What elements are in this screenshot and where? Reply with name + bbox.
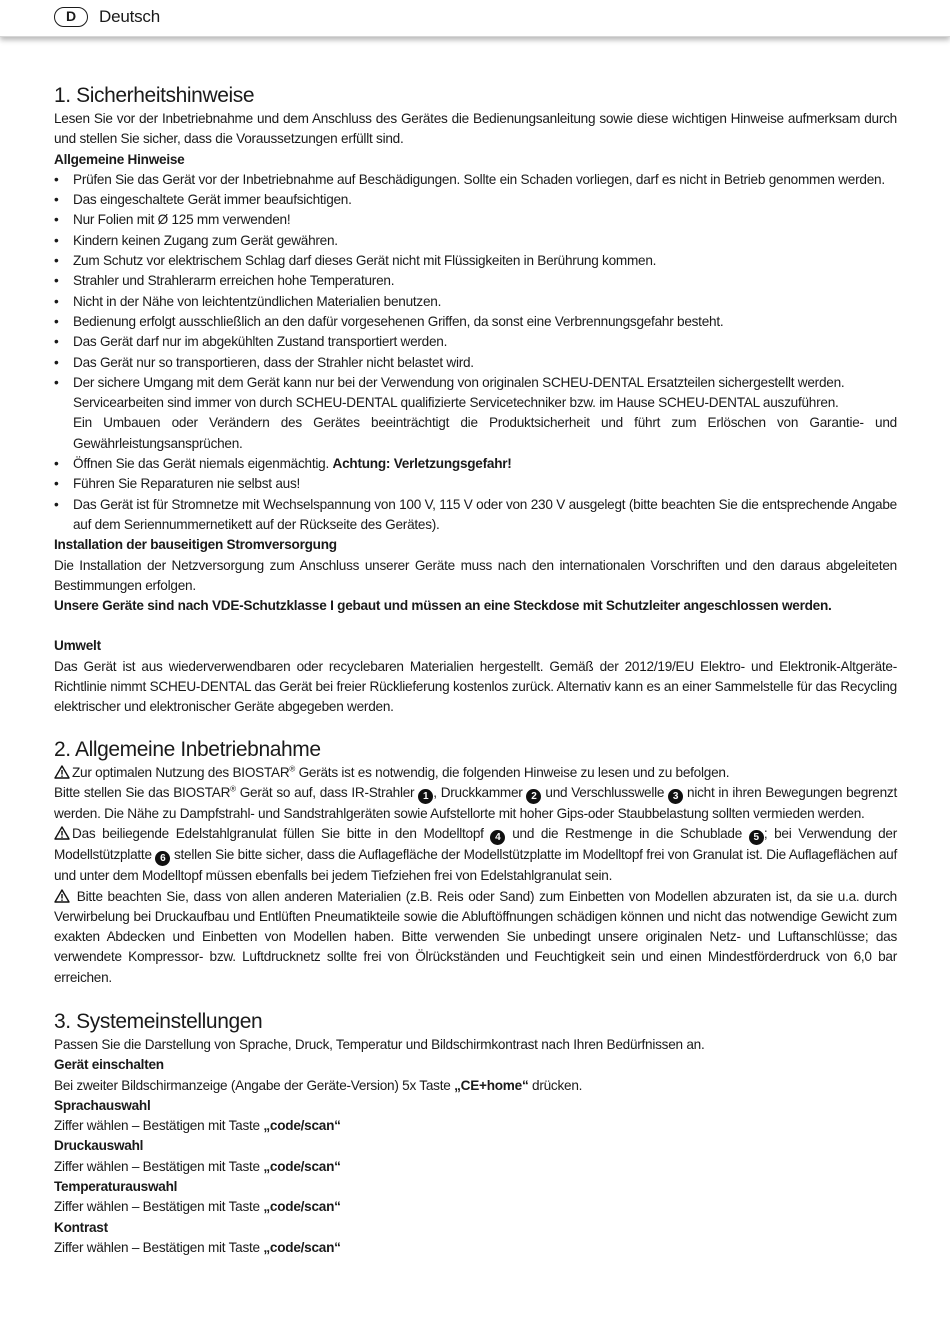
bullet-icon: •: [54, 192, 59, 208]
safety-bullet-list-2: [54, 454, 897, 535]
list-item: • Bedienung erfolgt ausschließlich an den dafür vorgesehenen Griffen, da sonst eine Verbrennungsgefahr besteht.: [54, 312, 897, 332]
temperature-selection-text: Ziffer wählen – Bestätigen mit Taste „code/scan“: [54, 1199, 341, 1215]
bullet-icon: •: [54, 232, 59, 248]
list-item: • Das Gerät ist für Stromnetze mit Wechselspannung von 100 V, 115 V oder von 230 V ausgelegt (bitte beachten Sie die entsprechende Angabe auf dem Seriennummernetikett auf der Rückseite des Gerätes).: [54, 496, 897, 532]
document-body: [54, 82, 897, 1258]
list-item: • Strahler und Strahlerarm erreichen hohe Temperaturen.: [54, 271, 897, 291]
bullet-icon: •: [54, 354, 59, 370]
pressure-selection-heading: Druckauswahl: [54, 1138, 144, 1154]
bullet-icon: •: [54, 313, 59, 329]
commissioning-para-2: Bitte stellen Sie das BIOSTAR® Gerät so auf, dass IR-Strahler 1 , Druckkammer 2 und Verschlusswelle 3 nicht in ihren Bewegungen begrenzt werden. Die Nähe zu Dampfstrahl- und Sandstrahlgeräten sowie Aufstellorte mit hoher Gips-oder Staubbelastung sollten vermieden werden.: [54, 784, 897, 821]
service-note: Servicearbeiten sind immer von durch SCHEU-DENTAL qualifizierte Servicetechniker bzw. im Hause SCHEU-DENTAL auszuführen.: [73, 395, 839, 411]
section-system-settings: [54, 1008, 897, 1258]
installation-text: Die Installation der Netzversorgung zum Anschluss unserer Geräte muss nach den internationalen Vorschriften und den daraus abgeleiteten Bestimmungen erfolgen.: [54, 557, 897, 593]
bullet-icon: •: [54, 273, 59, 289]
bullet-icon: •: [54, 496, 59, 512]
injury-warning: Achtung: Verletzungsgefahr!: [332, 456, 512, 472]
general-notes-heading: Allgemeine Hinweise: [54, 151, 185, 167]
language-badge: D: [54, 7, 88, 27]
commissioning-para-4: Bitte beachten Sie, dass von allen anderen Materialien (z.B. Reis oder Sand) zum Einbetten von Modellen abzuraten ist, da sie u.a. durch Verwirbelung bei Druckaufbau und Entlüften Pneumatikteile sowie die Abluftöffnungen schädigen können und nicht das notwendige Gewicht zum exakten Abdecken und Einbetten von Modellen haben. Bitte verwenden Sie unbedingt unsere originalen Netz- und Luftanschlüsse; das verwendete Kompressor- bzw. Luftdrucknetz sollte frei von Ölrückständen und Feuchtigkeit sein und einen Mindestförderdruck von 6,0 bar erreichen.: [54, 888, 897, 985]
environment-text: Das Gerät ist aus wiederverwendbaren oder recyclebaren Materialien hergestellt. Gemäß der 2012/19/EU Elektro- und Elektronik-Altgeräte-Richtlinie nimmt SCHEU-DENTAL das Gerät bei freier Rücklieferung kostenlos zurück. Alternativ kann es an einer Sammelstelle für das Recycling elektrischer und elektronischer Geräte abgegeben werden.: [54, 658, 897, 715]
code-scan-key: „code/scan“: [263, 1118, 341, 1134]
code-scan-key: „code/scan“: [263, 1239, 341, 1255]
installation-heading: Installation der bauseitigen Stromversorgung: [54, 537, 337, 553]
pressure-selection-text: Ziffer wählen – Bestätigen mit Taste „code/scan“: [54, 1158, 341, 1174]
commissioning-para-1: Zur optimalen Nutzung des BIOSTAR® Geräts ist es notwendig, die folgenden Hinweise zu lesen und zu befolgen.: [54, 763, 897, 783]
safety-intro: Lesen Sie vor der Inbetriebnahme und dem Anschluss des Gerätes die Bedienungsanleitung sowie diese wichtigen Hinweise aufmerksam durch und stellen Sie sicher, dass die Voraussetzungen erfüllt sind.: [54, 111, 897, 147]
list-item: • Kindern keinen Zugang zum Gerät gewähren.: [54, 231, 897, 251]
section-title-system-settings: 3. Systemeinstellungen: [54, 1009, 263, 1033]
number-4-badge: 4: [490, 830, 505, 845]
bullet-icon: •: [54, 334, 59, 350]
bullet-icon: •: [54, 476, 59, 492]
number-6-badge: 6: [155, 851, 170, 866]
code-scan-key: „code/scan“: [263, 1199, 341, 1215]
list-item: • Das eingeschaltete Gerät immer beaufsichtigen.: [54, 190, 897, 210]
list-item: • Prüfen Sie das Gerät vor der Inbetriebnahme auf Beschädigungen. Sollte ein Schaden vorliegen, darf es nicht in Betrieb genommen werden.: [54, 170, 897, 190]
list-item: • Nicht in der Nähe von leichtentzündlichen Materialien benutzen.: [54, 292, 897, 312]
bullet-icon: •: [54, 212, 59, 228]
section-title-safety: 1. Sicherheitshinweise: [54, 84, 255, 107]
code-scan-key: „code/scan“: [263, 1158, 341, 1174]
bullet-icon: •: [54, 293, 59, 309]
warning-icon: [54, 826, 70, 840]
number-2-badge: 2: [526, 789, 541, 804]
list-item: • Zum Schutz vor elektrischem Schlag darf dieses Gerät nicht mit Flüssigkeiten in Berührung kommen.: [54, 251, 897, 271]
bullet-icon: •: [54, 456, 59, 472]
ce-home-key: „CE+home“: [454, 1077, 529, 1093]
contrast-text: Ziffer wählen – Bestätigen mit Taste „code/scan“: [54, 1239, 341, 1255]
section-title-commissioning: 2. Allgemeine Inbetriebnahme: [54, 737, 321, 761]
page-header: [0, 0, 950, 37]
number-5-badge: 5: [749, 830, 764, 845]
bullet-icon: •: [54, 374, 59, 390]
section-commissioning: [54, 736, 897, 988]
commissioning-para-3: Das beiliegende Edelstahlgranulat füllen Sie bitte in den Modelltopf 4 und die Restmenge in die Schublade 5 ; bei Verwendung der Modellstützplatte 6 stellen Sie bitte sicher, dass die Auflagefläche der Modellstützplatte im Modelltopf frei von Granulat ist. Die Auflageflächen auf und unter dem Modelltopf müssen ebenfalls bei jedem Tiefziehen frei von Edelstahlgranulat sein.: [54, 826, 897, 884]
safety-bullet-list: [54, 170, 897, 393]
power-on-heading: Gerät einschalten: [54, 1057, 164, 1073]
language-selection-heading: Sprachauswahl: [54, 1097, 151, 1113]
list-item: • Der sichere Umgang mit dem Gerät kann nur bei der Verwendung von originalen SCHEU-DENTAL Ersatzteilen sichergestellt werden.: [54, 373, 897, 393]
list-item: • Nur Folien mit Ø 125 mm verwenden!: [54, 210, 897, 230]
contrast-heading: Kontrast: [54, 1219, 108, 1235]
modification-note: Ein Umbauen oder Verändern des Gerätes beeinträchtigt die Produktsicherheit und führt zum Erlöschen von Garantie- und Gewährleistungsansprüchen.: [73, 415, 897, 451]
bullet-icon: •: [54, 253, 59, 269]
warning-icon: [54, 889, 70, 903]
environment-heading: Umwelt: [54, 638, 101, 654]
temperature-selection-heading: Temperaturauswahl: [54, 1179, 178, 1195]
number-1-badge: 1: [418, 789, 433, 804]
list-item: • Das Gerät darf nur im abgekühlten Zustand transportiert werden.: [54, 332, 897, 352]
power-on-text: Bei zweiter Bildschirmanzeige (Angabe der Geräte-Version) 5x Taste „CE+home“ drücken.: [54, 1077, 583, 1093]
list-item: • Führen Sie Reparaturen nie selbst aus!: [54, 474, 897, 494]
settings-intro: Passen Sie die Darstellung von Sprache, Druck, Temperatur und Bildschirmkontrast nach Ihren Bedürfnissen an.: [54, 1036, 705, 1052]
number-3-badge: 3: [668, 789, 683, 804]
list-item: • Das Gerät nur so transportieren, dass der Strahler nicht belastet wird.: [54, 353, 897, 373]
section-safety: [54, 82, 897, 718]
installation-bold-note: Unsere Geräte sind nach VDE-Schutzklasse I gebaut und müssen an eine Steckdose mit Schutzleiter angeschlossen werden.: [54, 598, 832, 614]
bullet-icon: •: [54, 171, 59, 187]
language-label: Deutsch: [99, 7, 160, 26]
warning-icon: [54, 765, 70, 779]
language-selection-text: Ziffer wählen – Bestätigen mit Taste „code/scan“: [54, 1118, 341, 1134]
list-item: • Öffnen Sie das Gerät niemals eigenmächtig. Achtung: Verletzungsgefahr!: [54, 454, 897, 474]
